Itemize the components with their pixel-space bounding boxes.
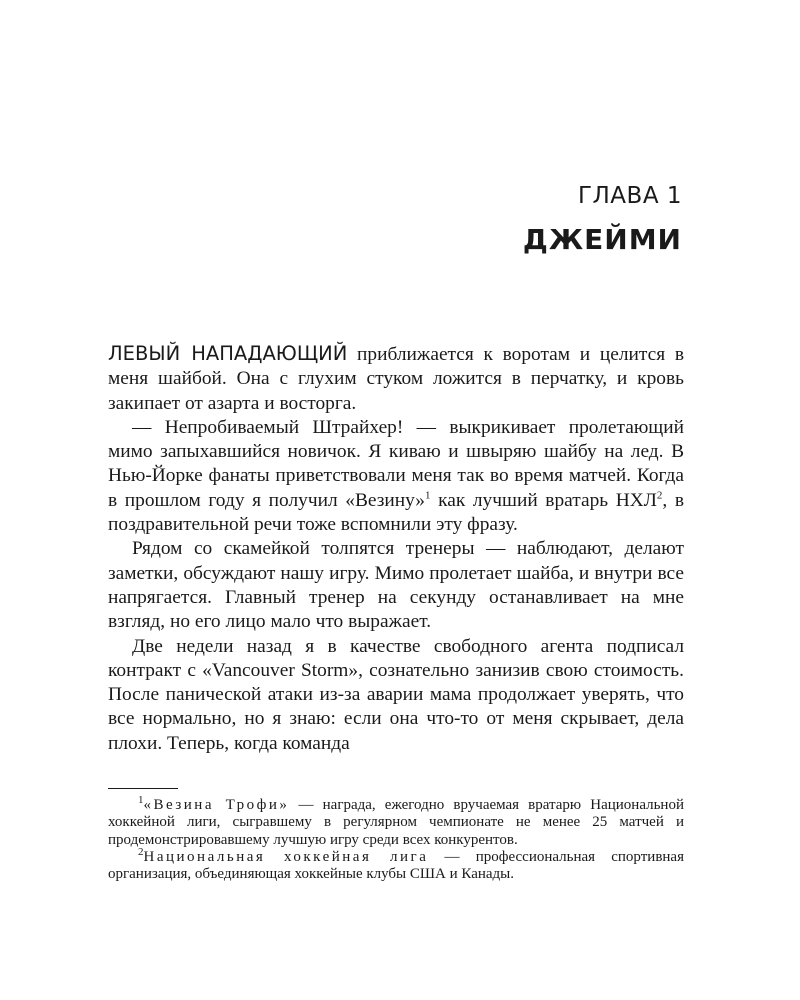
footnote-ref-2[interactable]: 2 — [656, 489, 663, 502]
footnote-1-text: — награда, ежегодно вручаемая вратарю Национальной хоккейной лиги, сыгравшему в регулярном чемпионате не менее 25 матчей и продемонстрировавшему лучшую игру среди всех конкурентов. — [108, 797, 684, 848]
paragraph-1-text: приближается к воротам и целится в меня шайбой. Она с глухим стуком ложится в перчатку, и кровь закипает от азарта и восторга. — [108, 344, 684, 414]
paragraph-2 — [108, 416, 684, 537]
footnote-divider — [108, 788, 178, 789]
footnote-1-number: 1 — [138, 794, 144, 806]
footnote-2 — [108, 845, 684, 884]
body-text — [108, 342, 684, 756]
paragraph-3: Рядом со скамейкой толпятся тренеры — наблюдают, делают заметки, обсуждают нашу игру. Мимо пролетает шайба, и внутри все напрягается. Главный тренер на секунду останавливает на мне взгляд, но его лицо мало что выражает. — [108, 538, 684, 633]
paragraph-4: Две недели назад я в качестве свободного агента подписал контракт с «Vancouver Storm», сознательно занизив свою стоимость. После панической атаки из-за аварии мама продолжает уверять, что все нормально, но я знаю: если она что-то от меня скрывает, дела плохи. Теперь, когда команда — [108, 635, 684, 754]
footnote-2-term: Национальная хоккейная лига — [143, 848, 429, 865]
footnotes — [108, 794, 684, 883]
chapter-title: ДЖЕЙМИ — [522, 223, 682, 256]
paragraph-2-text-a: — Непробиваемый Штрайхер! — выкрикивает пролетающий мимо запыхавшийся новичок. Я киваю и швыряю шайбу на лед. В Нью-Йорке фанаты приветствовали меня так во время матчей. Когда в прошлом году я получил «Везину» — [108, 416, 684, 511]
paragraph-2-text-c: , в поздравительной речи тоже вспомнили эту фразу. — [108, 489, 685, 536]
footnote-2-number: 2 — [138, 845, 144, 858]
paragraph-1 — [108, 342, 684, 416]
footnote-1-term: «Везина Трофи» — [143, 797, 290, 813]
footnote-ref-1[interactable]: 1 — [425, 489, 431, 502]
lead-words: ЛЕВЫЙ НАПАДАЮЩИЙ — [108, 342, 348, 365]
footnote-2-text: — профессиональная спортивная организация, объединяющая хоккейные клубы США и Канады. — [108, 848, 684, 883]
chapter-label: ГЛАВА 1 — [577, 183, 682, 209]
footnote-1 — [108, 794, 684, 849]
paragraph-2-text-b: как лучший вратарь НХЛ — [430, 489, 657, 511]
